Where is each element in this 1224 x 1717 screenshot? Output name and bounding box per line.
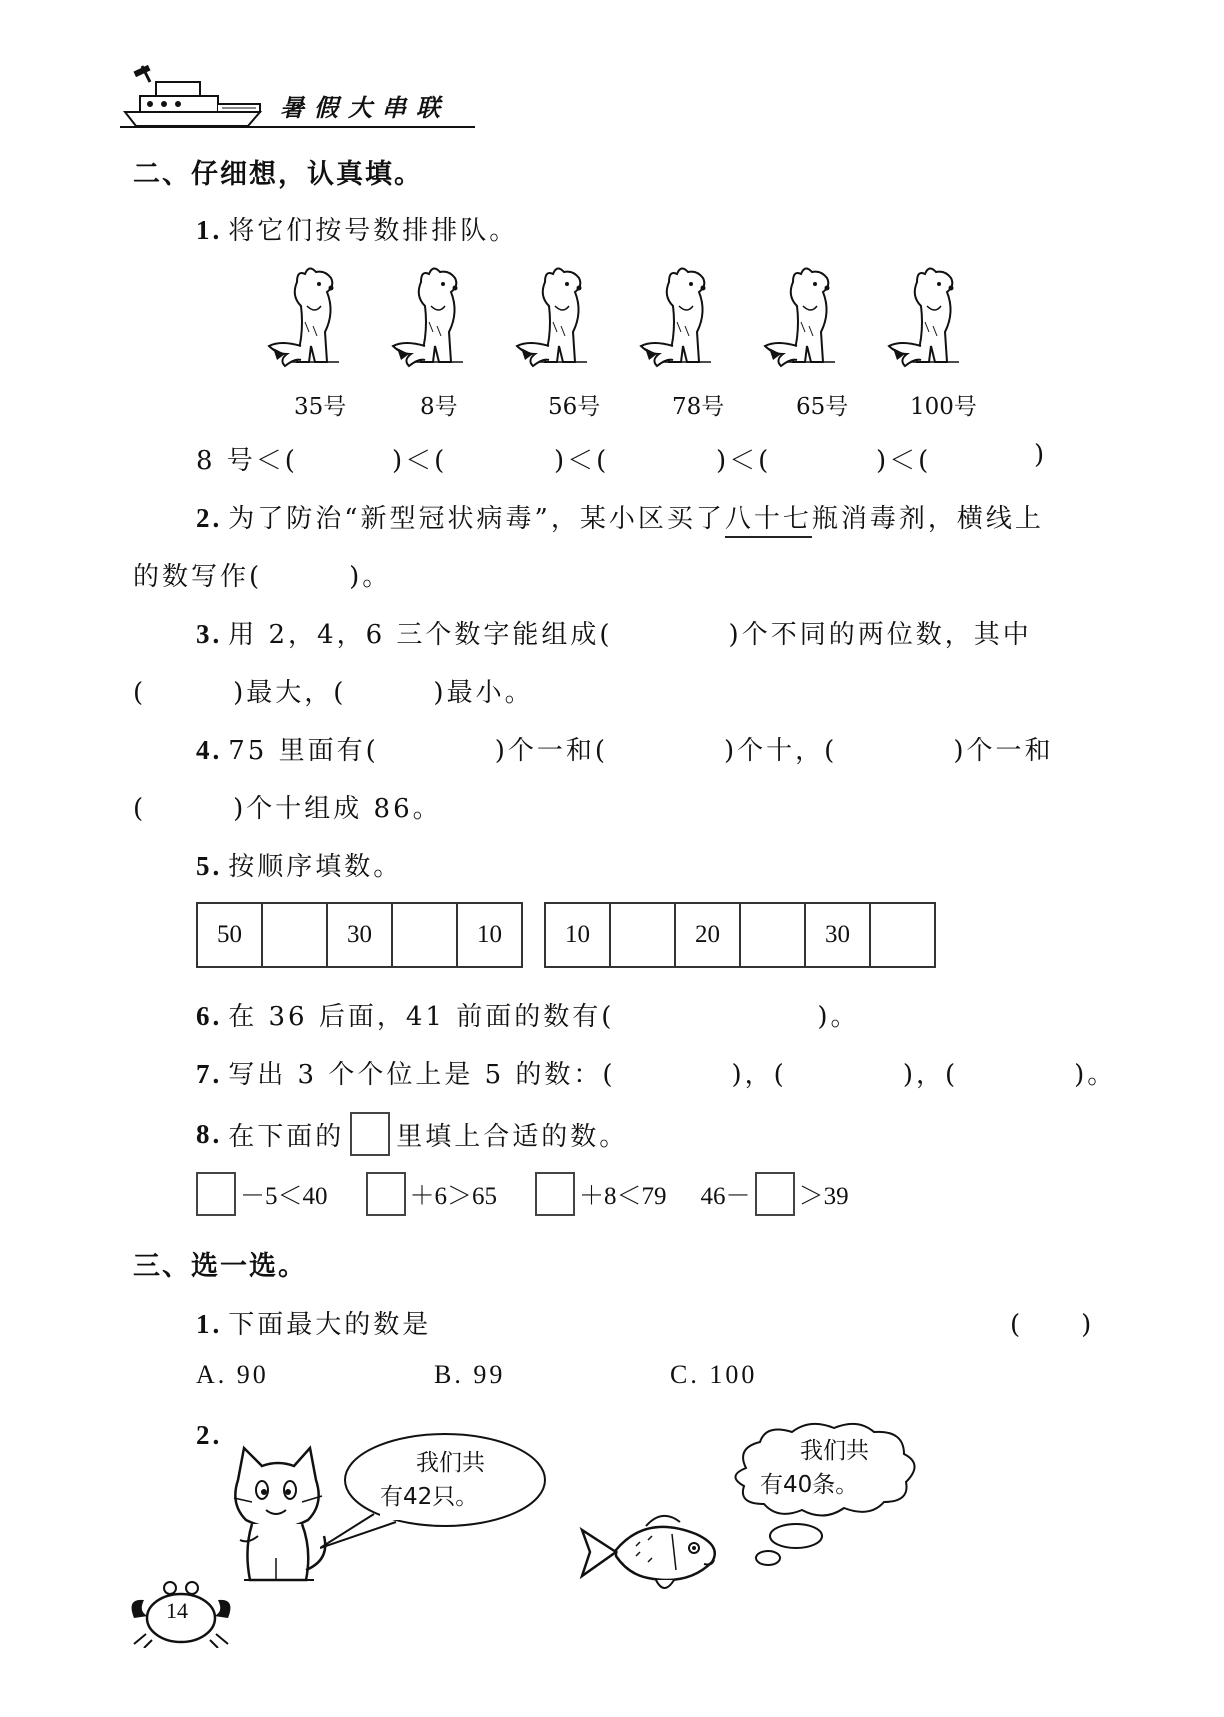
ship-icon (120, 60, 270, 130)
question-number: 3. (196, 619, 223, 649)
inequality-text: ＋6＞65 (409, 1183, 498, 1210)
answer-blank[interactable]: )＜( (554, 446, 610, 476)
question-number: 2. (196, 503, 223, 533)
answer-end: ) (1034, 440, 1048, 470)
dog-icon (878, 262, 974, 372)
sequence-blank[interactable] (393, 904, 458, 966)
question-text: 为了防治“新型冠状病毒”，某小区买了 (228, 504, 725, 534)
dog-row (258, 262, 978, 422)
question-number: 7. (196, 1059, 223, 1089)
answer-box[interactable] (755, 1172, 795, 1216)
answer-box-example (350, 1112, 390, 1156)
section-2-title: 二、仔细想，认真填。 (133, 159, 423, 190)
dog-label: 78号 (672, 394, 725, 420)
question-5 (196, 846, 402, 883)
question-6 (196, 996, 860, 1033)
section-3-title: 三、选一选。 (133, 1251, 307, 1282)
answer-box[interactable] (196, 1172, 236, 1216)
sequence-cell: 10 (477, 921, 502, 948)
dog-label: 8号 (420, 394, 458, 420)
sequence-row-2 (544, 902, 936, 968)
question-number: 8. (196, 1118, 223, 1149)
inequality-text: 46－ (700, 1183, 751, 1210)
question-number: 1. (196, 1309, 223, 1339)
question-text: 在 36 后面，41 前面的数有( )。 (228, 1002, 860, 1032)
question-4 (196, 730, 1053, 767)
q1-answer-row (196, 440, 1046, 476)
question-4-line-2: ( )个十组成 86。 (133, 794, 442, 824)
question-number: 4. (196, 735, 223, 765)
answer-box[interactable] (535, 1172, 575, 1216)
dog-label: 65号 (796, 394, 849, 420)
inequality-text: －5＜40 (240, 1183, 328, 1210)
answer-paren[interactable]: ( ) (1010, 1310, 1095, 1340)
header-rule (120, 126, 475, 128)
inequality-row (196, 1172, 956, 1216)
fish-icon (576, 1500, 726, 1600)
sequence-cell: 30 (806, 904, 871, 966)
option-c[interactable]: C. 100 (670, 1360, 758, 1389)
fish-thought-line-2: 有40条。 (760, 1472, 859, 1498)
sequence-blank[interactable] (263, 904, 328, 966)
sequence-blank[interactable] (741, 904, 806, 966)
option-b[interactable]: B. 99 (434, 1360, 506, 1389)
sequence-cell: 30 (328, 904, 393, 966)
header-title: 暑假大串联 (280, 94, 450, 122)
question-7 (196, 1054, 1116, 1091)
option-a[interactable]: A. 90 (196, 1360, 269, 1389)
dog-icon (630, 262, 726, 372)
answer-blank[interactable]: )＜( (876, 446, 932, 476)
sequence-cell: 10 (546, 904, 611, 966)
question-1 (196, 210, 518, 247)
sequence-row-1 (196, 902, 523, 968)
header (120, 60, 480, 132)
page-number: 14 (166, 1598, 188, 1623)
underlined-number: 八十七 (725, 504, 812, 538)
question-text: 下面最大的数是 (228, 1310, 432, 1340)
dog-label: 35号 (294, 394, 347, 420)
question-number: 5. (196, 851, 223, 881)
question-text: 在下面的 (228, 1121, 345, 1152)
answer-blank[interactable]: )＜( (716, 446, 772, 476)
question-2-line-2: 的数写作( )。 (133, 562, 392, 592)
sequence-blank[interactable] (871, 904, 934, 966)
inequality-text: ＋8＜79 (579, 1183, 667, 1210)
question-text: 75 里面有( )个一和( )个十，( )个一和 (228, 736, 1054, 766)
answer-blank[interactable]: )＜( (392, 446, 448, 476)
question-2 (196, 498, 1044, 535)
cat-speech-line-2: 有42只。 (380, 1484, 479, 1510)
question-3 (196, 614, 1032, 651)
question-number: 1. (196, 215, 223, 245)
dog-label: 100号 (910, 394, 977, 420)
dog-label: 56号 (548, 394, 601, 420)
inequality-text: ＞39 (798, 1183, 849, 1210)
s3-question-1 (196, 1304, 431, 1341)
question-number: 6. (196, 1001, 223, 1031)
fish-thought-line-1: 我们共 (800, 1438, 869, 1464)
dog-icon (382, 262, 478, 372)
question-text: 里填上合适的数。 (396, 1121, 629, 1152)
sequence-blank[interactable] (611, 904, 676, 966)
dog-icon (258, 262, 354, 372)
question-number: 2. (196, 1420, 223, 1450)
question-text: 写出 3 个个位上是 5 的数：( )，( )，( )。 (228, 1060, 1117, 1090)
answer-start: 8 号＜( (196, 446, 298, 476)
question-text: 瓶消毒剂，横线上 (811, 504, 1044, 534)
question-text: 用 2，4，6 三个数字能组成( )个不同的两位数，其中 (228, 620, 1032, 650)
question-3-line-2: ( )最大，( )最小。 (133, 678, 534, 708)
answer-box[interactable] (366, 1172, 406, 1216)
question-8 (196, 1112, 628, 1156)
cat-speech-line-1: 我们共 (416, 1450, 485, 1476)
question-text: 按顺序填数。 (228, 852, 403, 882)
dog-icon (754, 262, 850, 372)
question-text: 将它们按号数排排队。 (228, 216, 519, 246)
sequence-cell: 50 (198, 904, 263, 966)
dog-icon (506, 262, 602, 372)
sequence-cell: 20 (676, 904, 741, 966)
